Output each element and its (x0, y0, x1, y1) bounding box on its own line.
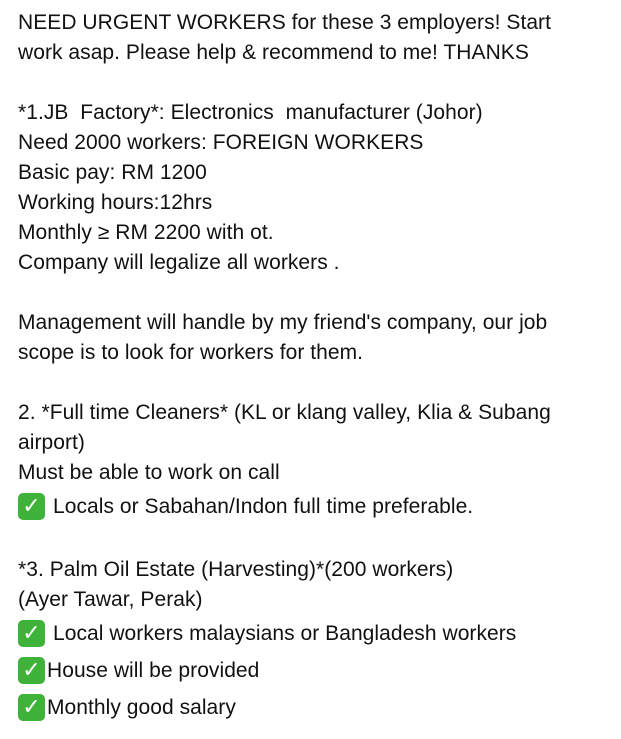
intro-line-1: NEED URGENT WORKERS for these 3 employers! Start (18, 11, 551, 34)
spacer (18, 278, 618, 308)
white-check-mark-icon: ✓ (18, 694, 45, 721)
management-line-1: Management will handle by my friend's company, our job (18, 311, 548, 334)
palm-oil-check-1 (18, 615, 618, 652)
palm-oil-check-2 (18, 652, 618, 689)
cleaners-heading: 2. *Full time Cleaners* (KL or klang valley, Klia & Subang (18, 401, 551, 424)
white-check-mark-icon: ✓ (18, 493, 45, 520)
palm-oil-check-3 (18, 689, 618, 726)
palm-oil-heading: *3. Palm Oil Estate (Harvesting)*(200 workers) (18, 558, 454, 581)
cleaners-heading-cont: airport) (18, 431, 85, 454)
spacer (18, 368, 618, 398)
management-line-2: scope is to look for workers for them. (18, 341, 364, 364)
white-check-mark-icon: ✓ (18, 620, 45, 647)
cleaners-preference-text: Locals or Sabahan/Indon full time preferable. (53, 495, 474, 518)
message-body (18, 8, 618, 726)
factory-heading: *1.JB Factory*: Electronics manufacturer (Johor) (18, 101, 483, 124)
palm-oil-house-text: House will be provided (47, 659, 260, 682)
palm-oil-workers-text: Local workers malaysians or Bangladesh workers (53, 622, 517, 645)
intro-line-2: work asap. Please help & recommend to me! THANKS (18, 41, 529, 64)
factory-workers-needed: Need 2000 workers: FOREIGN WORKERS (18, 131, 424, 154)
spacer (18, 68, 618, 98)
spacer (18, 525, 618, 555)
factory-legalize-note: Company will legalize all workers . (18, 251, 340, 274)
factory-working-hours: Working hours:12hrs (18, 191, 213, 214)
cleaners-on-call: Must be able to work on call (18, 461, 280, 484)
palm-oil-salary-text: Monthly good salary (47, 696, 236, 719)
factory-basic-pay: Basic pay: RM 1200 (18, 161, 207, 184)
white-check-mark-icon: ✓ (18, 657, 45, 684)
palm-oil-location: (Ayer Tawar, Perak) (18, 588, 203, 611)
cleaners-preference (18, 488, 618, 525)
factory-monthly-pay: Monthly ≥ RM 2200 with ot. (18, 221, 274, 244)
